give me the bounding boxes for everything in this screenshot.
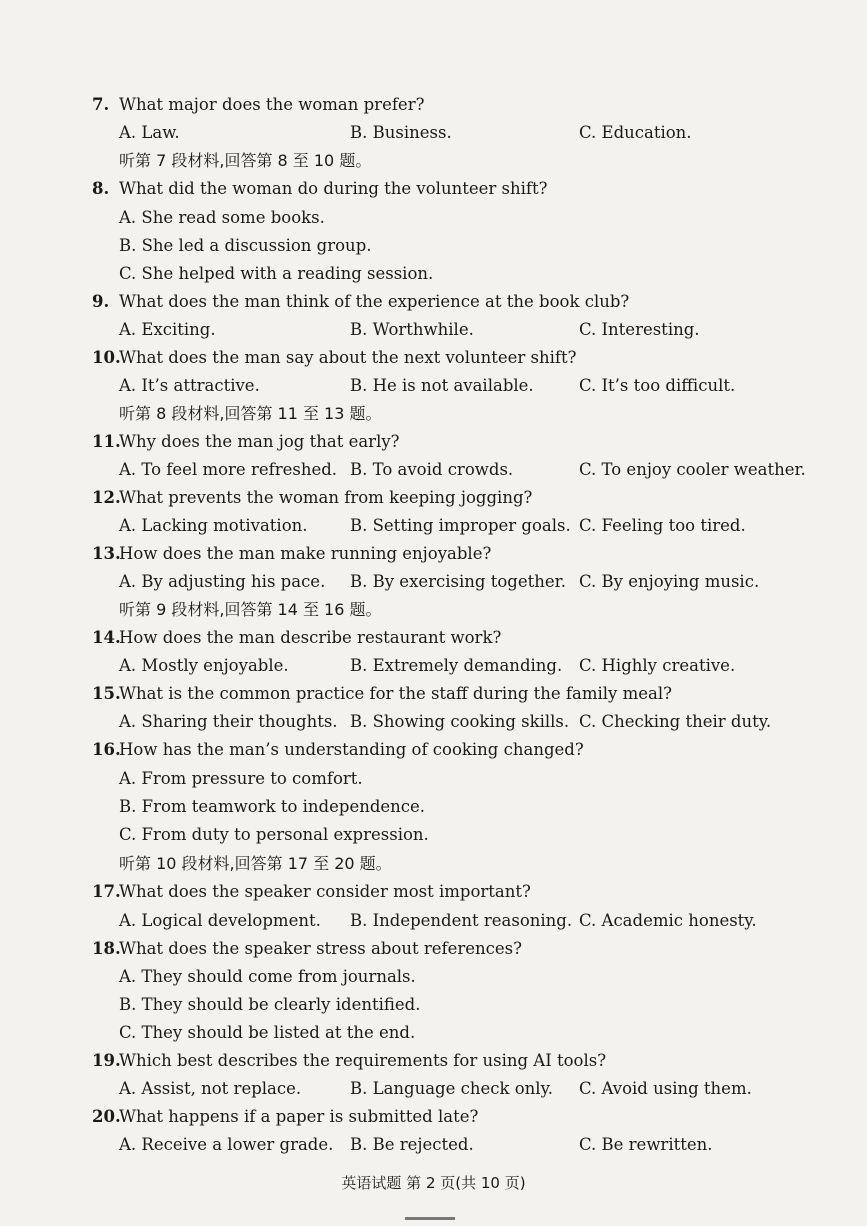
option-a: A. They should come from journals. (119, 967, 416, 986)
option-c: C. By enjoying music. (579, 572, 760, 591)
option-b: B. Language check only. (350, 1079, 553, 1098)
question-text: What does the speaker consider most important? (119, 882, 531, 901)
question-text: Which best describes the requirements for using AI tools? (119, 1051, 607, 1070)
question-number: 19. (92, 1051, 121, 1070)
option-b: B. She led a discussion group. (119, 236, 372, 255)
question-number: 18. (92, 939, 121, 958)
question-number: 15. (92, 684, 121, 703)
option-a: A. She read some books. (119, 208, 325, 227)
question-number: 9. (92, 292, 110, 311)
question-text: What does the man say about the next volunteer shift? (119, 348, 577, 367)
option-b: B. They should be clearly identified. (119, 995, 421, 1014)
question-number: 8. (92, 179, 110, 198)
question-text: Why does the man jog that early? (119, 432, 400, 451)
question-number: 16. (92, 740, 121, 759)
option-b: B. Independent reasoning. (350, 911, 573, 930)
question-number: 11. (92, 432, 121, 451)
scan-edge-mark (405, 1217, 455, 1220)
option-b: B. By exercising together. (350, 572, 566, 591)
option-c: C. Avoid using them. (579, 1079, 752, 1098)
question-text: What major does the woman prefer? (119, 95, 425, 114)
option-c: C. It’s too difficult. (579, 376, 736, 395)
option-b: B. Showing cooking skills. (350, 712, 570, 731)
option-a: A. Exciting. (119, 320, 216, 339)
option-b: B. Extremely demanding. (350, 656, 563, 675)
option-a: A. Sharing their thoughts. (119, 712, 338, 731)
section-text: 听第 8 段材料,回答第 11 至 13 题。 (119, 404, 382, 423)
option-a: A. It’s attractive. (119, 376, 260, 395)
option-c: C. Highly creative. (579, 656, 736, 675)
option-b: B. Be rejected. (350, 1135, 474, 1154)
option-b: B. He is not available. (350, 376, 534, 395)
question-text: How does the man describe restaurant work? (119, 628, 502, 647)
question-text: How has the man’s understanding of cooking changed? (119, 740, 584, 759)
option-c: C. Feeling too tired. (579, 516, 746, 535)
question-text: What happens if a paper is submitted late? (119, 1107, 479, 1126)
question-number: 7. (92, 95, 110, 114)
question-number: 17. (92, 882, 121, 901)
section-text: 听第 10 段材料,回答第 17 至 20 题。 (119, 854, 392, 873)
section-text: 听第 9 段材料,回答第 14 至 16 题。 (119, 600, 382, 619)
question-text: What does the man think of the experience at the book club? (119, 292, 630, 311)
section-text: 听第 7 段材料,回答第 8 至 10 题。 (119, 151, 372, 170)
option-a: A. Assist, not replace. (119, 1079, 302, 1098)
page-footer: 英语试题 第 2 页(共 10 页) (341, 1174, 526, 1192)
option-a: A. Receive a lower grade. (119, 1135, 334, 1154)
question-text: What prevents the woman from keeping jogging? (119, 488, 533, 507)
option-c: C. Be rewritten. (579, 1135, 713, 1154)
option-b: B. Worthwhile. (350, 320, 474, 339)
question-text: What did the woman do during the volunteer shift? (119, 179, 548, 198)
question-text: What is the common practice for the staff during the family meal? (119, 684, 672, 703)
option-a: A. To feel more refreshed. (119, 460, 338, 479)
option-b: B. Setting improper goals. (350, 516, 571, 535)
question-text: What does the speaker stress about references? (119, 939, 522, 958)
option-c: C. She helped with a reading session. (119, 264, 434, 283)
option-c: C. To enjoy cooler weather. (579, 460, 806, 479)
question-text: How does the man make running enjoyable? (119, 544, 492, 563)
option-a: A. Lacking motivation. (119, 516, 308, 535)
option-c: C. Interesting. (579, 320, 700, 339)
option-a: A. By adjusting his pace. (119, 572, 326, 591)
option-c: C. They should be listed at the end. (119, 1023, 416, 1042)
option-a: A. Logical development. (119, 911, 321, 930)
option-c: C. From duty to personal expression. (119, 825, 429, 844)
option-c: C. Education. (579, 123, 692, 142)
option-c: C. Checking their duty. (579, 712, 772, 731)
question-number: 13. (92, 544, 121, 563)
option-b: B. To avoid crowds. (350, 460, 514, 479)
question-number: 14. (92, 628, 121, 647)
question-number: 20. (92, 1107, 121, 1126)
option-a: A. Law. (119, 123, 180, 142)
option-b: B. Business. (350, 123, 452, 142)
option-c: C. Academic honesty. (579, 911, 757, 930)
question-number: 10. (92, 348, 121, 367)
option-b: B. From teamwork to independence. (119, 797, 426, 816)
option-a: A. Mostly enjoyable. (119, 656, 289, 675)
question-number: 12. (92, 488, 121, 507)
option-a: A. From pressure to comfort. (119, 769, 363, 788)
